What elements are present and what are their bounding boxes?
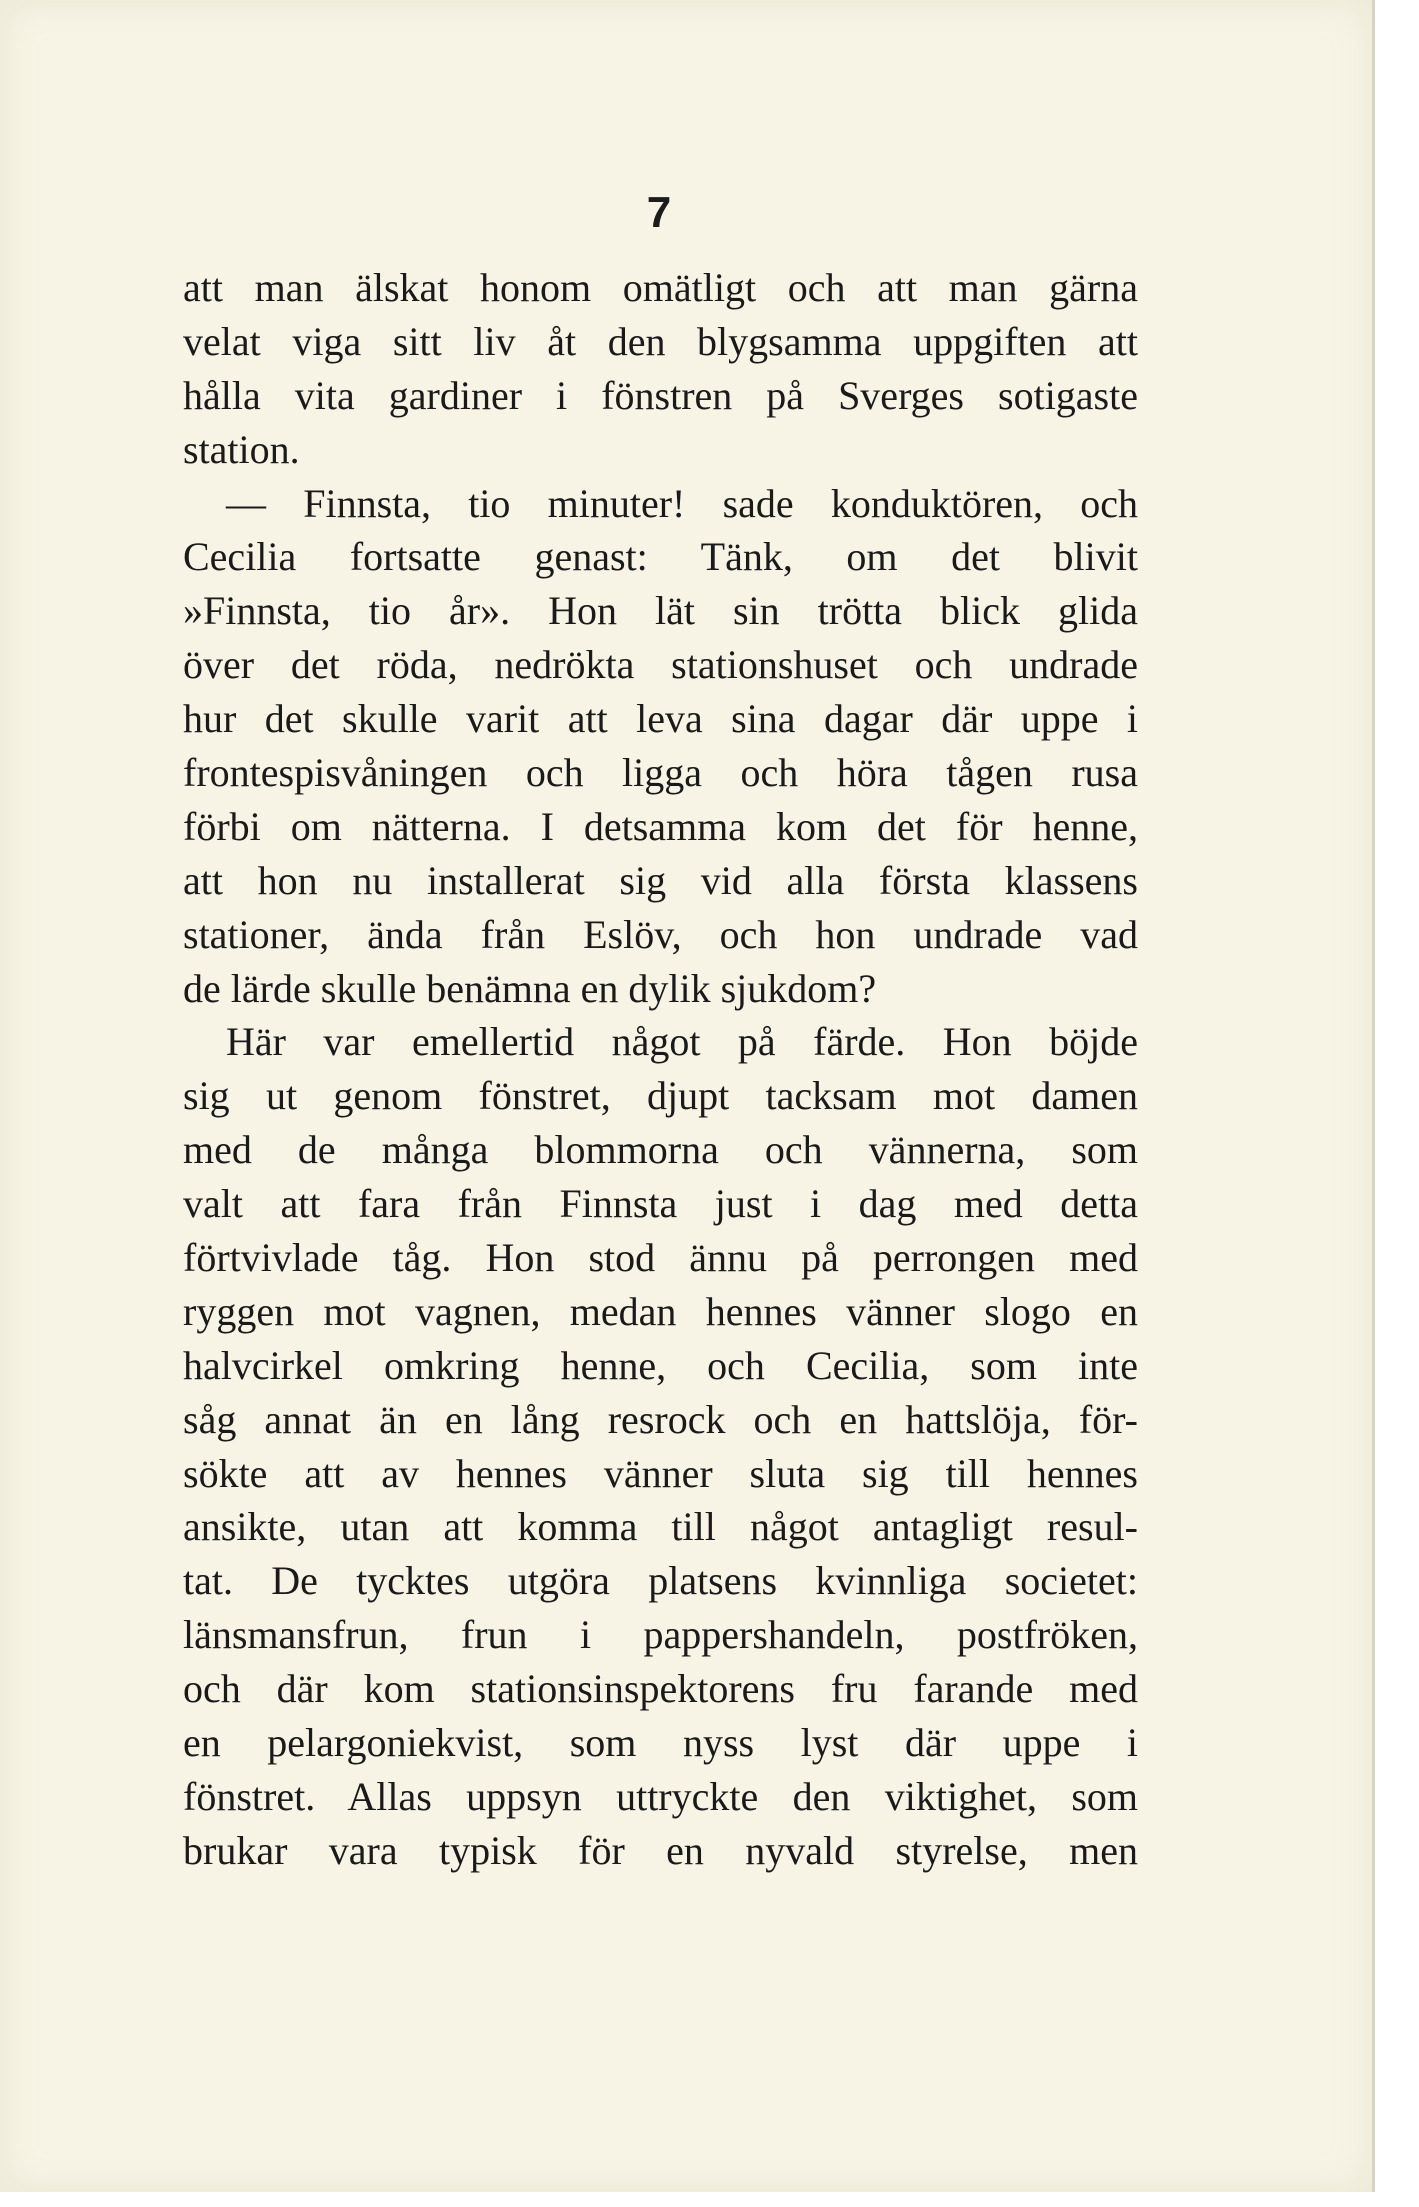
text-line: med de många blommorna och vännerna, som [183, 1127, 1138, 1173]
text-line: förbi om nätterna. I detsamma kom det för henne, [183, 803, 1138, 849]
text-line: »Finnsta, tio år». Hon lät sin trötta blick glida [183, 588, 1138, 634]
text-line: och där kom stationsinspektorens fru farande med [183, 1666, 1138, 1712]
text-line: att man älskat honom omätligt och att man gärna [183, 265, 1138, 310]
text-line: ryggen mot vagnen, medan hennes vänner slogo en [183, 1288, 1138, 1334]
text-line: såg annat än en lång resrock och en hattslöja, för- [183, 1396, 1138, 1442]
text-line: ansikte, utan att komma till något antagligt resul- [183, 1504, 1138, 1550]
text-line: tat. De tycktes utgöra platsens kvinnliga societet: [183, 1558, 1138, 1604]
page-edge [1372, 0, 1375, 2192]
text-line: sig ut genom fönstret, djupt tacksam mot damen [183, 1073, 1138, 1119]
body-text [183, 261, 1138, 1878]
page-number: 7 [646, 188, 672, 237]
text-line: över det röda, nedrökta stationshuset och undrade [183, 642, 1138, 688]
text-line: — Finnsta, tio minuter! sade konduktören, och [226, 480, 1138, 526]
text-line: de lärde skulle benämna en dylik sjukdom? [183, 965, 877, 1011]
text-line: att hon nu installerat sig vid alla första klassens [183, 857, 1138, 903]
text-line: hur det skulle varit att leva sina dagar där uppe i [183, 696, 1138, 742]
text-line: hålla vita gardiner i fönstren på Sverges sotigaste [183, 372, 1138, 418]
text-line: frontespisvåningen och ligga och höra tågen rusa [183, 750, 1138, 796]
text-line: valt att fara från Finnsta just i dag med detta [183, 1181, 1138, 1227]
text-line: en pelargoniekvist, som nyss lyst där uppe i [183, 1720, 1138, 1766]
text-line: station. [183, 426, 300, 472]
text-line: velat viga sitt liv åt den blygsamma uppgiften att [183, 318, 1138, 364]
text-line: länsmansfrun, frun i pappershandeln, postfröken, [183, 1612, 1138, 1658]
text-line: Här var emellertid något på färde. Hon böjde [226, 1019, 1138, 1065]
text-line: sökte att av hennes vänner sluta sig till hennes [183, 1450, 1138, 1496]
text-line: Cecilia fortsatte genast: Tänk, om det blivit [183, 534, 1138, 580]
text-line: förtvivlade tåg. Hon stod ännu på perrongen med [183, 1235, 1138, 1281]
text-line: brukar vara typisk för en nyvald styrelse, men [183, 1827, 1138, 1873]
text-line: halvcirkel omkring henne, och Cecilia, som inte [183, 1342, 1138, 1388]
text-line: stationer, ända från Eslöv, och hon undrade vad [183, 911, 1138, 957]
text-line: fönstret. Allas uppsyn uttryckte den viktighet, som [183, 1773, 1138, 1819]
